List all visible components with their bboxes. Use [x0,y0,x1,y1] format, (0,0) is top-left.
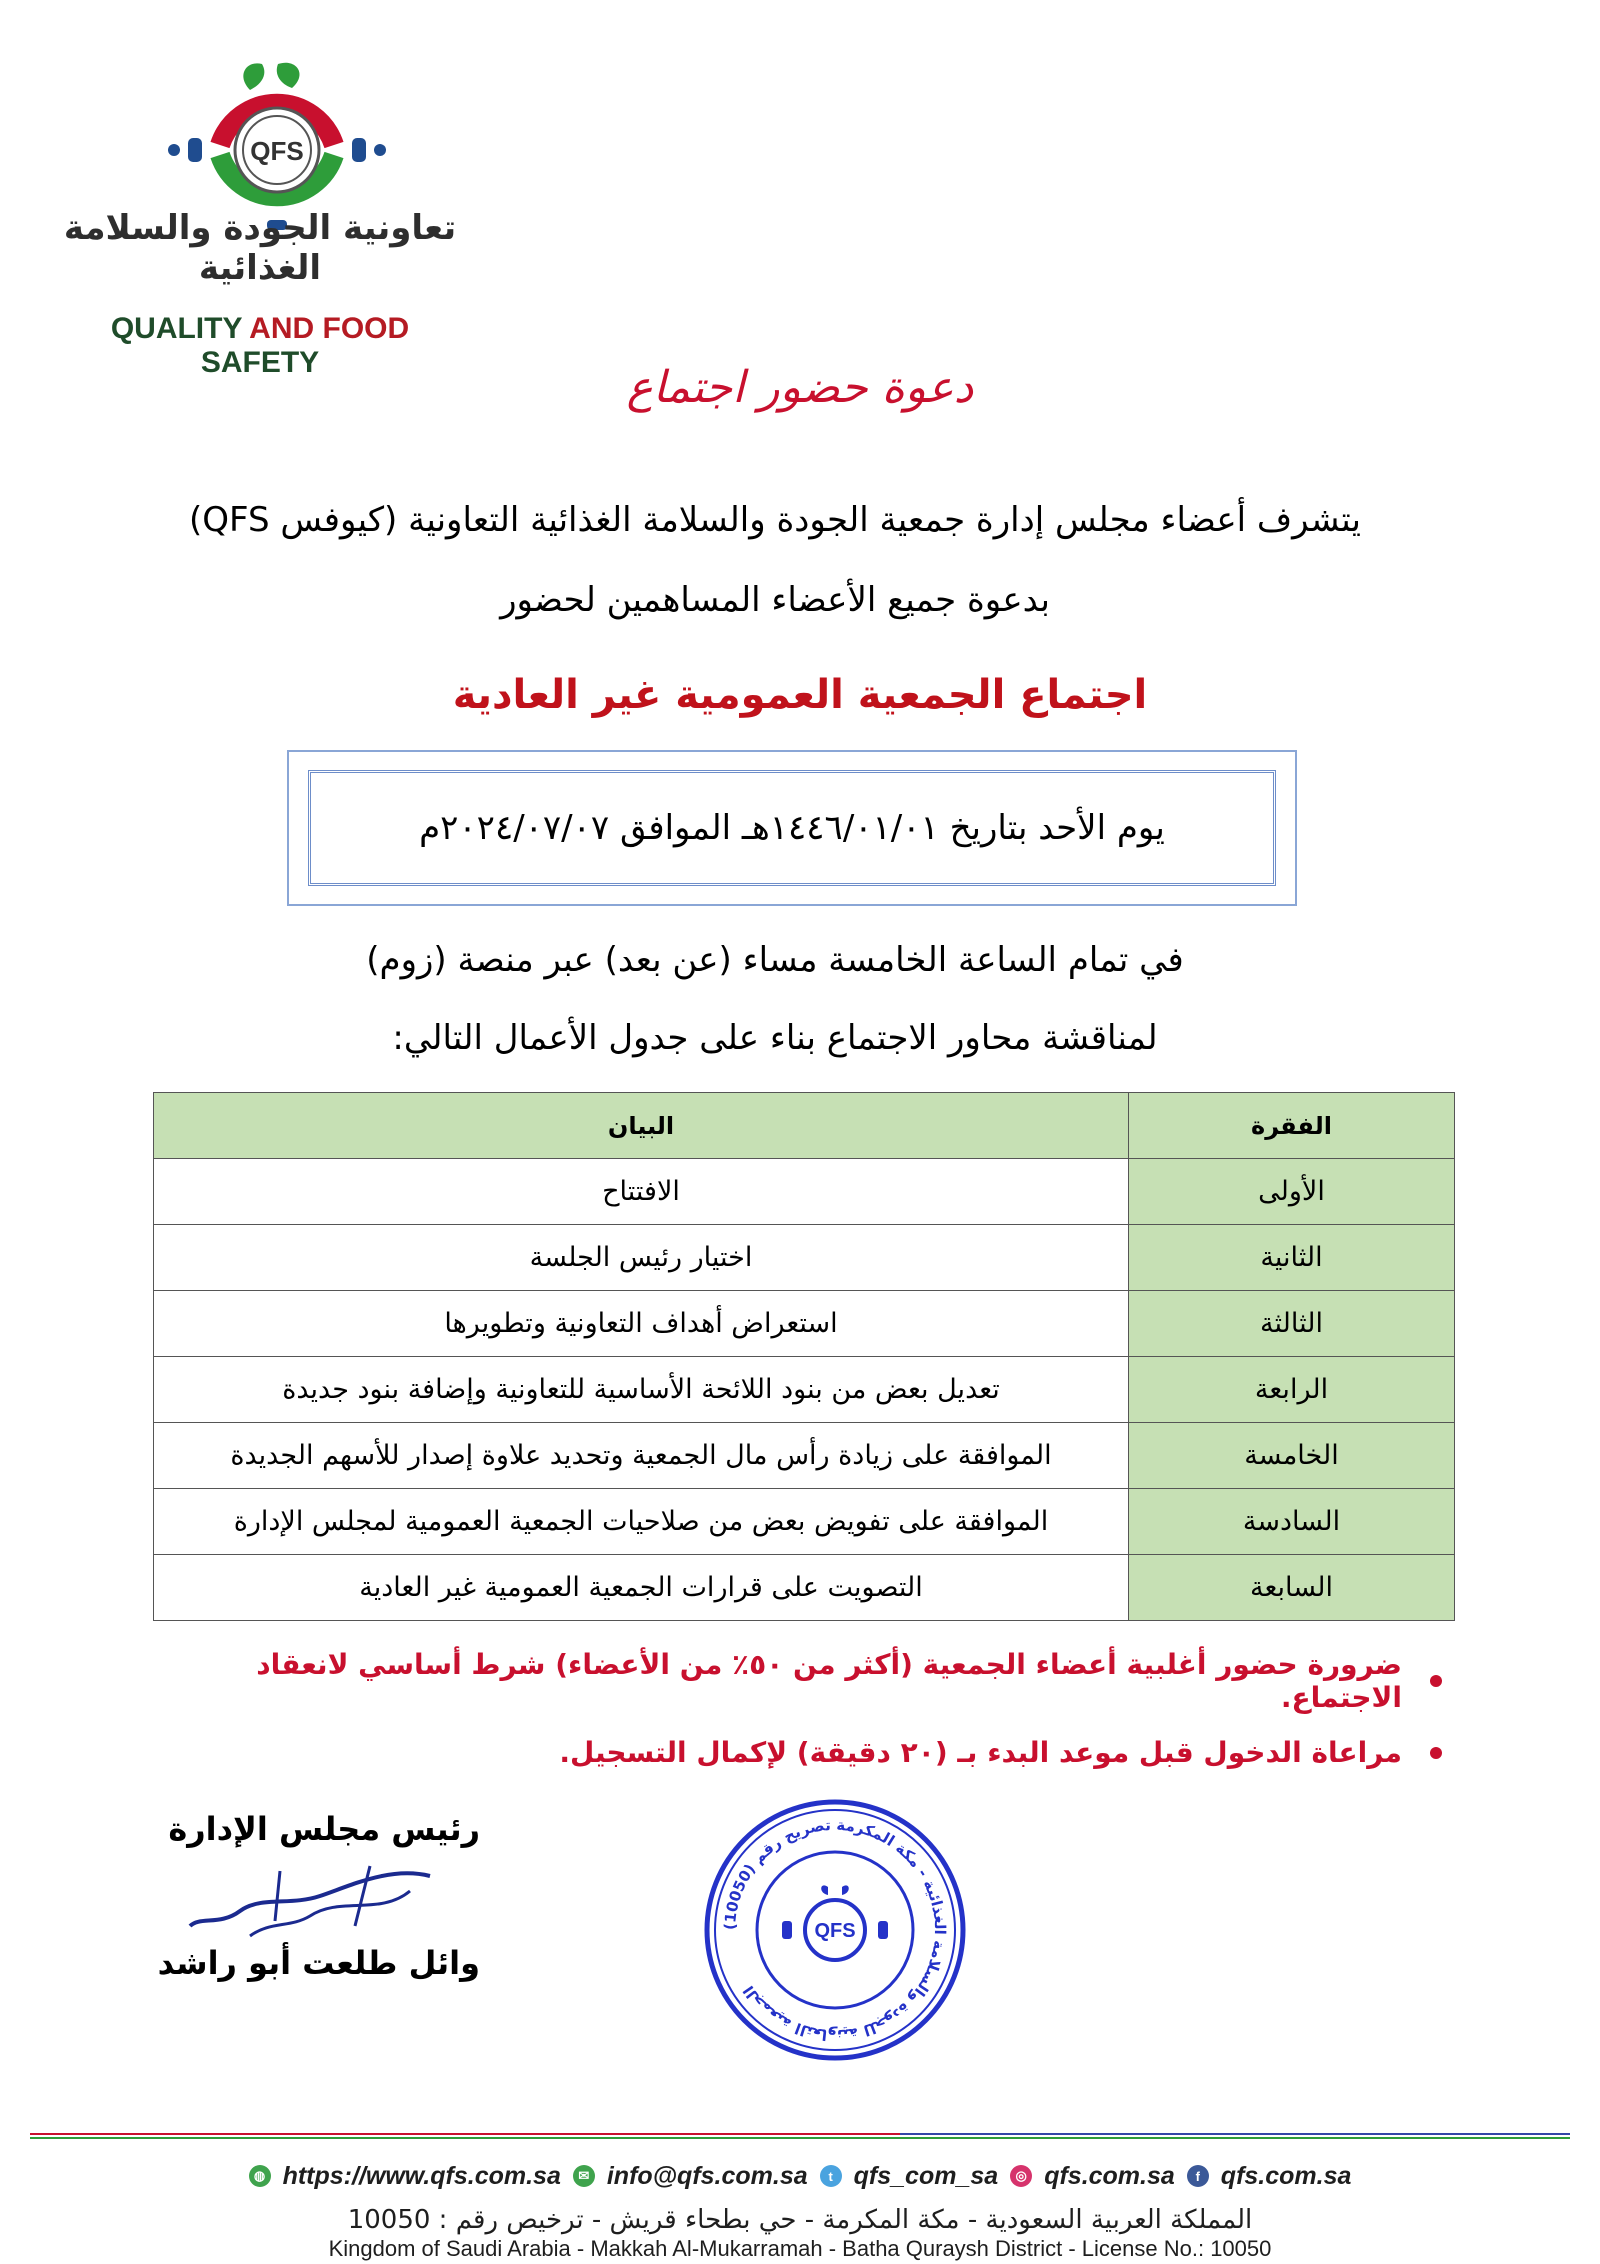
table-row [154,1357,1455,1423]
logo-mark-text: QFS [250,136,304,166]
bullet-icon [1430,1747,1442,1759]
invitation-title: دعوة حضور اجتماع [626,362,974,413]
row-statement: الموافقة على تفويض بعض من صلاحيات الجمعية العمومية لمجلس الإدارة [154,1489,1129,1555]
table-row [154,1291,1455,1357]
instagram-link[interactable]: qfs.com.sa [1044,2161,1175,2190]
header-statement: البيان [154,1093,1129,1159]
intro-line-2: بدعوة جميع الأعضاء المساهمين لحضور [500,580,1050,620]
agenda-intro: لمناقشة محاور الاجتماع بناء على جدول الأعمال التالي: [392,1018,1158,1058]
meeting-title: اجتماع الجمعية العمومية غير العادية [452,672,1148,718]
row-statement: الافتتاح [154,1159,1129,1225]
table-row [154,1489,1455,1555]
row-item: السادسة [1129,1489,1455,1555]
header-item: الفقرة [1129,1093,1455,1159]
stamp-center-text: QFS [814,1920,856,1942]
signatory-name: وائل طلعت أبو راشد [157,1944,480,1982]
logo-arabic-name: تعاونية الجودة والسلامة الغذائية [63,208,457,288]
signatory-title: رئيس مجلس الإدارة [168,1810,480,1848]
row-statement: التصويت على قرارات الجمعية العمومية غير العادية [154,1555,1129,1621]
address-english: Kingdom of Saudi Arabia - Makkah Al-Mukarramah - Batha Quraysh District - License No.: 10050 [328,2236,1272,2261]
facebook-icon: f [1187,2165,1209,2187]
row-statement: تعديل بعض من بنود اللائحة الأساسية للتعاونية وإضافة بنود جديدة [154,1357,1129,1423]
twitter-icon: t [820,2165,842,2187]
meeting-date: يوم الأحد بتاريخ ١٤٤٦/٠١/٠١هـ الموافق ٢٠٢٤/٠٧/٠٧م [419,808,1165,848]
contact-bar [180,2156,1420,2196]
agenda-header-row [154,1093,1455,1159]
meeting-time: في تمام الساعة الخامسة مساء (عن بعد) عبر منصة (زوم) [366,940,1184,980]
row-statement: اختيار رئيس الجلسة [154,1225,1129,1291]
globe-icon: ◍ [249,2165,271,2187]
logo-english-part3: SAFETY [200,346,320,379]
email-icon: ✉ [573,2165,595,2187]
row-item: الخامسة [1129,1423,1455,1489]
table-row [154,1159,1455,1225]
facebook-link[interactable]: qfs.com.sa [1220,2161,1352,2190]
address-arabic: المملكة العربية السعودية - مكة المكرمة - حي بطحاء قريش - ترخيص رقم : 10050 [347,2205,1253,2235]
table-row [154,1225,1455,1291]
intro-line-1: يتشرف أعضاء مجلس إدارة جمعية الجودة والسلامة الغذائية التعاونية (كيوفس QFS) [189,500,1361,540]
row-item: الأولى [1129,1159,1455,1225]
email-link[interactable]: info@qfs.com.sa [606,2161,808,2190]
instagram-icon: ◎ [1010,2165,1032,2187]
table-row [154,1423,1455,1489]
row-item: الثانية [1129,1225,1455,1291]
note-text: مراعاة الدخول قبل موعد البدء بـ (٢٠ دقيقة) لإكمال التسجيل. [559,1736,1402,1769]
official-stamp [700,1795,970,2065]
handwritten-signature [180,1856,450,1946]
logo-english-name [60,312,460,380]
row-statement: الموافقة على زيادة رأس مال الجمعية وتحديد علاوة إصدار للأسهم الجديدة [154,1423,1129,1489]
website-link[interactable]: https://www.qfs.com.sa [282,2161,561,2190]
notes-list [150,1648,1450,1791]
row-item: السابعة [1129,1555,1455,1621]
list-item [150,1736,1450,1769]
twitter-link[interactable]: qfs_com_sa [853,2161,999,2190]
agenda-table [153,1092,1455,1621]
logo-english-part2: AND FOOD [249,312,410,345]
row-item: الرابعة [1129,1357,1455,1423]
row-statement: استعراض أهداف التعاونية وتطويرها [154,1291,1129,1357]
bullet-icon [1430,1675,1442,1687]
note-text: ضرورة حضور أغلبية أعضاء الجمعية (أكثر من ٥٠٪ من الأعضاء) شرط أساسي لانعقاد الاجتماع. [256,1648,1402,1714]
list-item [150,1648,1450,1714]
table-row [154,1555,1455,1621]
logo-english-part1: QUALITY [110,312,242,345]
stamp-ring-text: الجمعية التعاونية للجودة والسلامة الغذائية - مكة المكرمة تصريح رقم (10050) [720,1815,950,2045]
row-item: الثالثة [1129,1291,1455,1357]
footer-divider [0,2130,1600,2144]
date-box [308,770,1276,886]
